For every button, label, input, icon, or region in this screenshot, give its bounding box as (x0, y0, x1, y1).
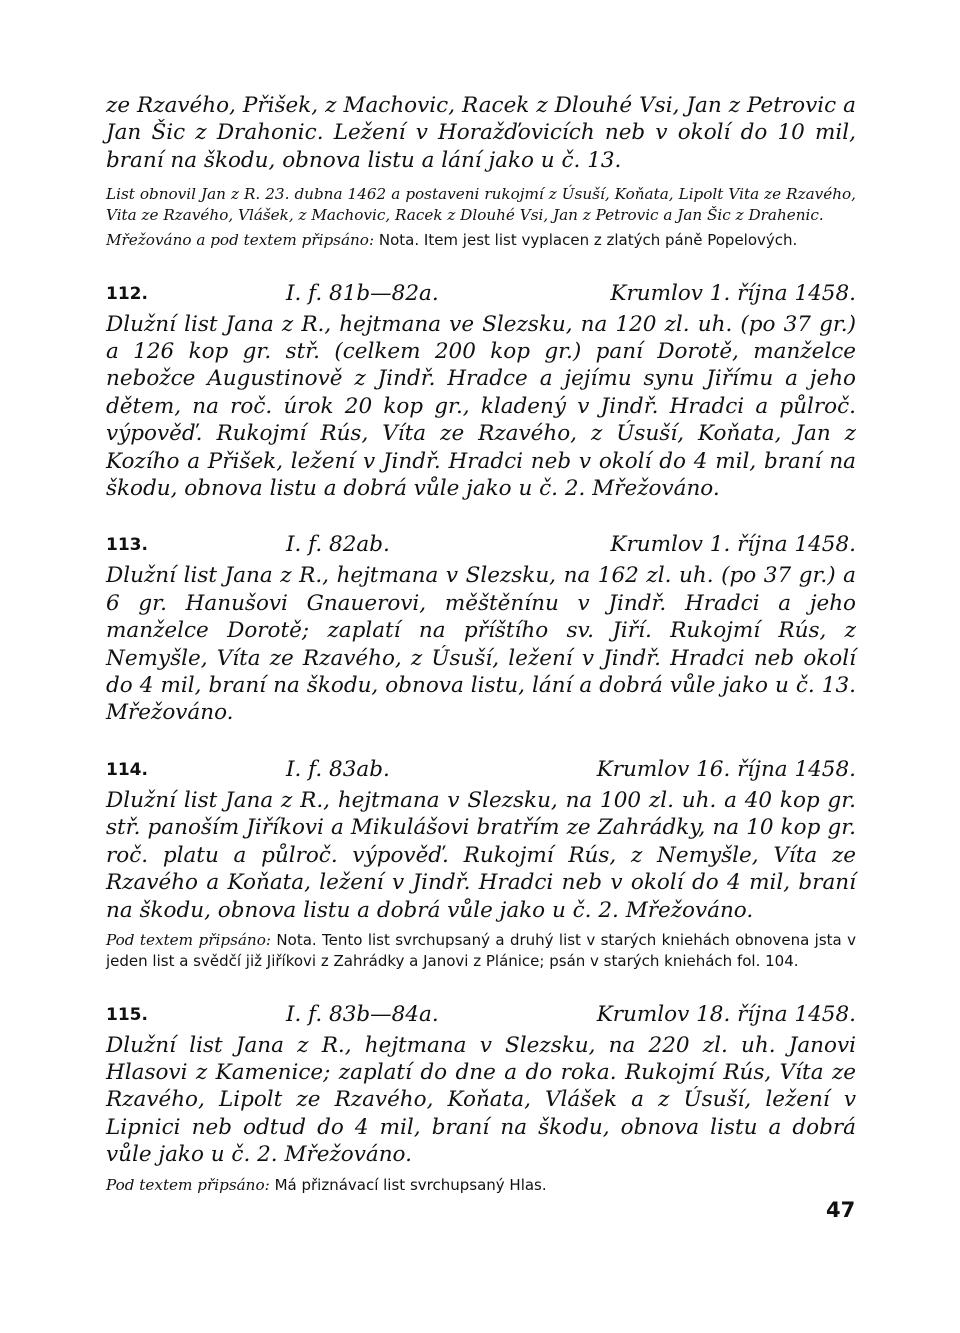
entry-body: Dlužní list Jana z R., hejtmana ve Slezsku, na 120 zl. uh. (po 37 gr.) a 126 kop gr. stř. (celkem 200 kop gr.) paní Dorotě, manželce nebožce Augustinově z Jindř. Hradce a jejímu synu Jiřímu a jeho dětem, na roč. úrok 20 kop gr., kladený v Jindř. Hradci a půlroč. výpověď. Rukojmí Rús, Víta ze Rzavého, z Úsuší, Koňata, Jan z Kozího a Přišek, ležení v Jindř. Hradci neb v okolí do 4 mil, braní na škodu, obnova listu a dobrá vůle jako u č. 2. Mřežováno. (106, 311, 856, 502)
entry-113 (106, 530, 856, 726)
entry-note-label: Pod textem připsáno: (106, 930, 271, 949)
entry-place-date: Krumlov 1. října 1458. (610, 532, 856, 558)
entry-place-date: Krumlov 18. října 1458. (596, 1001, 856, 1027)
entry-place-date: Krumlov 1. října 1458. (610, 280, 856, 306)
entry-reference: I. f. 82ab. (286, 532, 390, 558)
entry-number: 114. (106, 759, 148, 780)
entry-number: 112. (106, 283, 148, 304)
intro-note-2 (106, 230, 856, 251)
entry-115 (106, 1000, 856, 1196)
intro-note-text: List obnovil Jan z R. 23. dubna 1462 a postaveni rukojmí z Úsuší, Koňata, Lipolt Vita ze Rzavého, Vita ze Rzavého, Vlášek, z Machovic, Racek z Dlouhé Vsi, Jan z Petrovic a Jan Šic z Drahenic. (106, 185, 856, 225)
intro-note-2-label: Mřežováno a pod textem připsáno: (106, 230, 375, 249)
entry-reference: I. f. 83b—84a. (286, 1001, 439, 1027)
entry-body: Dlužní list Jana z R., hejtmana v Slezsku, na 220 zl. uh. Janovi Hlasovi z Kamenice; zaplatí do dne a do roka. Rukojmí Rús, Víta ze Rzavého, Lipolt ze Rzavého, Koňata, Vlášek a z Úsuší, ležení v Lipnici neb odtud do 4 mil, braní na škodu, obnova listu a dobrá vůle jako u č. 2. Mřežováno. (106, 1032, 856, 1168)
entry-note-text: Má přiznávací list svrchupsaný Hlas. (274, 1175, 547, 1194)
entry-112 (106, 279, 856, 503)
entry-reference: I. f. 81b—82a. (286, 280, 439, 306)
entry-note (106, 930, 856, 972)
entry-note-label: Pod textem připsáno: (106, 1175, 270, 1194)
intro-paragraph: ze Rzavého, Přišek, z Machovic, Racek z Dlouhé Vsi, Jan z Petrovic a Jan Šic z Drahonic. Ležení v Horažďovicích neb v okolí do 10 mil, braní na škodu, obnova listu a lání jako u č. 13. (106, 93, 856, 173)
page-number: 47 (826, 1198, 856, 1222)
entry-reference: I. f. 83ab. (286, 756, 390, 782)
entry-note (106, 1175, 856, 1196)
entry-body: Dlužní list Jana z R., hejtmana v Slezsku, na 162 zl. uh. (po 37 gr.) a 6 gr. Hanušovi Gnauerovi, měštěnínu v Jindř. Hradci a jeho manželce Dorotě; zaplatí na příštího sv. Jiří. Rukojmí Rús, z Nemyšle, Víta ze Rzavého, z Úsuší, ležení v Jindř. Hradci neb okolí do 4 mil, braní na škodu, obnova listu, lání a dobrá vůle jako u č. 13. Mřežováno. (106, 563, 856, 726)
entry-header (106, 755, 856, 785)
entry-header (106, 279, 856, 309)
entry-note-text: Nota. Tento list svrchupsaný a druhý list v starých kniehách obnovena jsta v jeden list a svědčí již Jiříkovi z Zahrádky a Janovi z Plánice; psán v starých kniehách fol. 104. (106, 930, 856, 970)
page-content (106, 92, 856, 1195)
intro-note (106, 184, 856, 226)
entry-number: 115. (106, 1004, 148, 1025)
entry-place-date: Krumlov 16. října 1458. (596, 756, 856, 782)
entry-body: Dlužní list Jana z R., hejtmana v Slezsku, na 100 zl. uh. a 40 kop gr. stř. panoším Jiříkovi a Mikulášovi bratřím ze Zahrádky, na 10 kop gr. roč. platu a půlroč. výpověď. Rukojmí Rús, z Nemyšle, Víta ze Rzavého a Koňata, ležení v Jindř. Hradci neb v okolí do 4 mil, braní na škodu, obnova listu a dobrá vůle jako u č. 2. Mřežováno. (106, 787, 856, 923)
intro-note-2-text: Nota. Item jest list vyplacen z zlatých páně Popelových. (378, 230, 798, 249)
entry-number: 113. (106, 535, 148, 556)
entry-114 (106, 755, 856, 972)
entry-header (106, 1000, 856, 1030)
entry-header (106, 530, 856, 560)
